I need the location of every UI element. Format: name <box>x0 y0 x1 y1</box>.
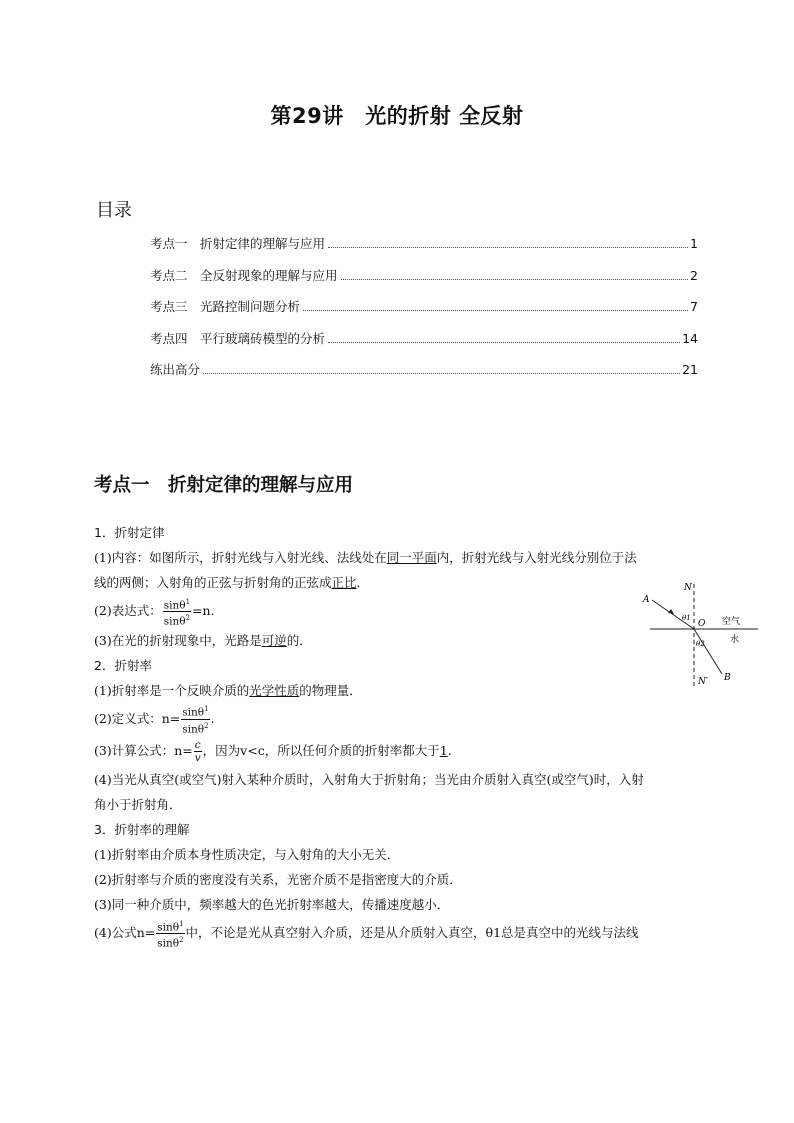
toc-item-label: 考点一 折射定律的理解与应用 <box>150 236 326 251</box>
fraction <box>181 703 209 735</box>
denominator: sinθ <box>157 937 180 950</box>
paragraph-line <box>94 570 706 595</box>
text: (4)公式n= <box>94 925 156 940</box>
numerator: sinθ <box>182 706 205 719</box>
numerator: c <box>194 739 201 751</box>
figure-label-n: N <box>684 583 692 593</box>
paragraph-line: 角小于折射角． <box>94 797 182 812</box>
toc-item-page: 1 <box>690 236 698 251</box>
formula-line <box>94 917 706 950</box>
figure-label-n-prime: N′ <box>698 677 708 687</box>
text: . <box>210 710 215 726</box>
text: (1)折射率是一个反映介质的 <box>94 682 250 698</box>
text: ，因为v<c，所以任何介质的折射率都大于 <box>202 743 440 758</box>
paragraph-line: (3)同一种介质中，频率越大的色光折射率越大，传播速度越小． <box>94 897 450 912</box>
underlined-term: 正比 <box>331 575 357 590</box>
denominator-sup: 2 <box>204 721 209 730</box>
toc-item[interactable] <box>150 297 698 329</box>
toc-item[interactable] <box>150 266 698 298</box>
toc-item[interactable] <box>150 329 698 361</box>
section-body <box>94 520 706 950</box>
toc-item-label: 考点四 平行玻璃砖模型的分析 <box>150 330 326 346</box>
figure-label-water: 水 <box>730 635 740 645</box>
figure-label-theta1: θ1 <box>682 614 691 622</box>
text: 的物理量． <box>299 682 362 698</box>
paragraph-line <box>94 678 706 703</box>
text: 的． <box>286 632 312 648</box>
toc-leader <box>328 246 688 248</box>
toc-item-page: 7 <box>690 299 698 314</box>
paragraph-line <box>94 628 706 653</box>
toc-item-page: 21 <box>682 362 698 377</box>
subsection-title: 1．折射定律 <box>94 525 165 540</box>
toc-item-page: 2 <box>690 267 698 283</box>
paragraph-line <box>94 545 706 570</box>
paragraph-line: (1)折射率由介质本身性质决定，与入射角的大小无关． <box>94 847 400 862</box>
paragraph-line: (2)折射率与介质的密度没有关系，光密介质不是指密度大的介质． <box>94 872 462 887</box>
text: (2)表达式： <box>94 603 162 618</box>
toc-item-label: 练出高分 <box>150 362 201 377</box>
text: . <box>447 743 452 758</box>
text: (2)定义式：n= <box>94 710 181 726</box>
numerator-sup: 1 <box>179 919 184 928</box>
toc-item-page: 14 <box>682 330 698 346</box>
denominator: sinθ <box>163 615 186 628</box>
denominator-sup: 2 <box>185 614 191 622</box>
text: =n. <box>192 603 215 618</box>
table-of-contents <box>150 234 698 392</box>
figure-label-theta2: θ2 <box>696 640 705 648</box>
figure-label-a: A <box>643 595 650 605</box>
paragraph-line: (4)当光从真空(或空气)射入某种介质时，入射角大于折射角；当光由介质射入真空(或空气)时，入射 <box>94 772 644 787</box>
toc-item-label: 考点三 光路控制问题分析 <box>150 299 301 314</box>
figure-label-air: 空气 <box>722 617 741 627</box>
subsection-title: 3．折射率的理解 <box>94 822 190 837</box>
denominator: sinθ <box>182 723 205 735</box>
text: 中，不论是光从真空射入介质，还是从介质射入真空，θ1总是真空中的光线与法线 <box>185 925 639 940</box>
denominator-sup: 2 <box>179 936 184 944</box>
text: (3)在光的折射现象中，光路是 <box>94 632 262 648</box>
toc-leader <box>328 341 680 343</box>
text: 内，折射光线与入射光线分别位于法 <box>436 550 637 565</box>
refraction-diagram <box>640 580 760 690</box>
numerator-sup: 1 <box>185 597 191 606</box>
text: 线的两侧；入射角的正弦与折射角的正弦成 <box>94 575 332 590</box>
formula-line <box>94 735 706 767</box>
toc-leader <box>341 278 689 280</box>
figure-label-o: O <box>698 619 706 629</box>
toc-leader <box>203 372 680 374</box>
toc-leader <box>303 309 688 311</box>
formula-line <box>94 595 706 628</box>
fraction <box>194 739 202 764</box>
formula-line <box>94 703 706 736</box>
subsection-title: 2．折射率 <box>94 657 152 673</box>
text: (3)计算公式：n= <box>94 743 193 758</box>
underlined-term: 光学性质 <box>249 682 300 698</box>
underlined-term: 1 <box>439 743 448 758</box>
underlined-term: 可逆 <box>261 632 287 648</box>
toc-item[interactable] <box>150 360 698 392</box>
numerator-sup: 1 <box>204 705 209 713</box>
fraction <box>163 596 191 628</box>
toc-item-label: 考点二 全反射现象的理解与应用 <box>150 267 338 283</box>
toc-item[interactable] <box>150 234 698 266</box>
section-heading: 考点一 折射定律的理解与应用 <box>94 475 354 496</box>
denominator: v <box>194 752 201 764</box>
toc-heading: 目录 <box>96 200 132 221</box>
text: ． <box>356 575 370 590</box>
text: (1)内容：如图所示，折射光线与入射光线、法线处在 <box>94 550 387 565</box>
figure-label-b: B <box>724 673 731 683</box>
refracted-ray <box>694 629 722 674</box>
underlined-term: 同一平面 <box>386 550 437 565</box>
fraction <box>156 918 184 950</box>
page-title: 第29讲 光的折射 全反射 <box>270 104 524 128</box>
numerator: sinθ <box>157 921 180 933</box>
numerator: sinθ <box>163 599 186 611</box>
